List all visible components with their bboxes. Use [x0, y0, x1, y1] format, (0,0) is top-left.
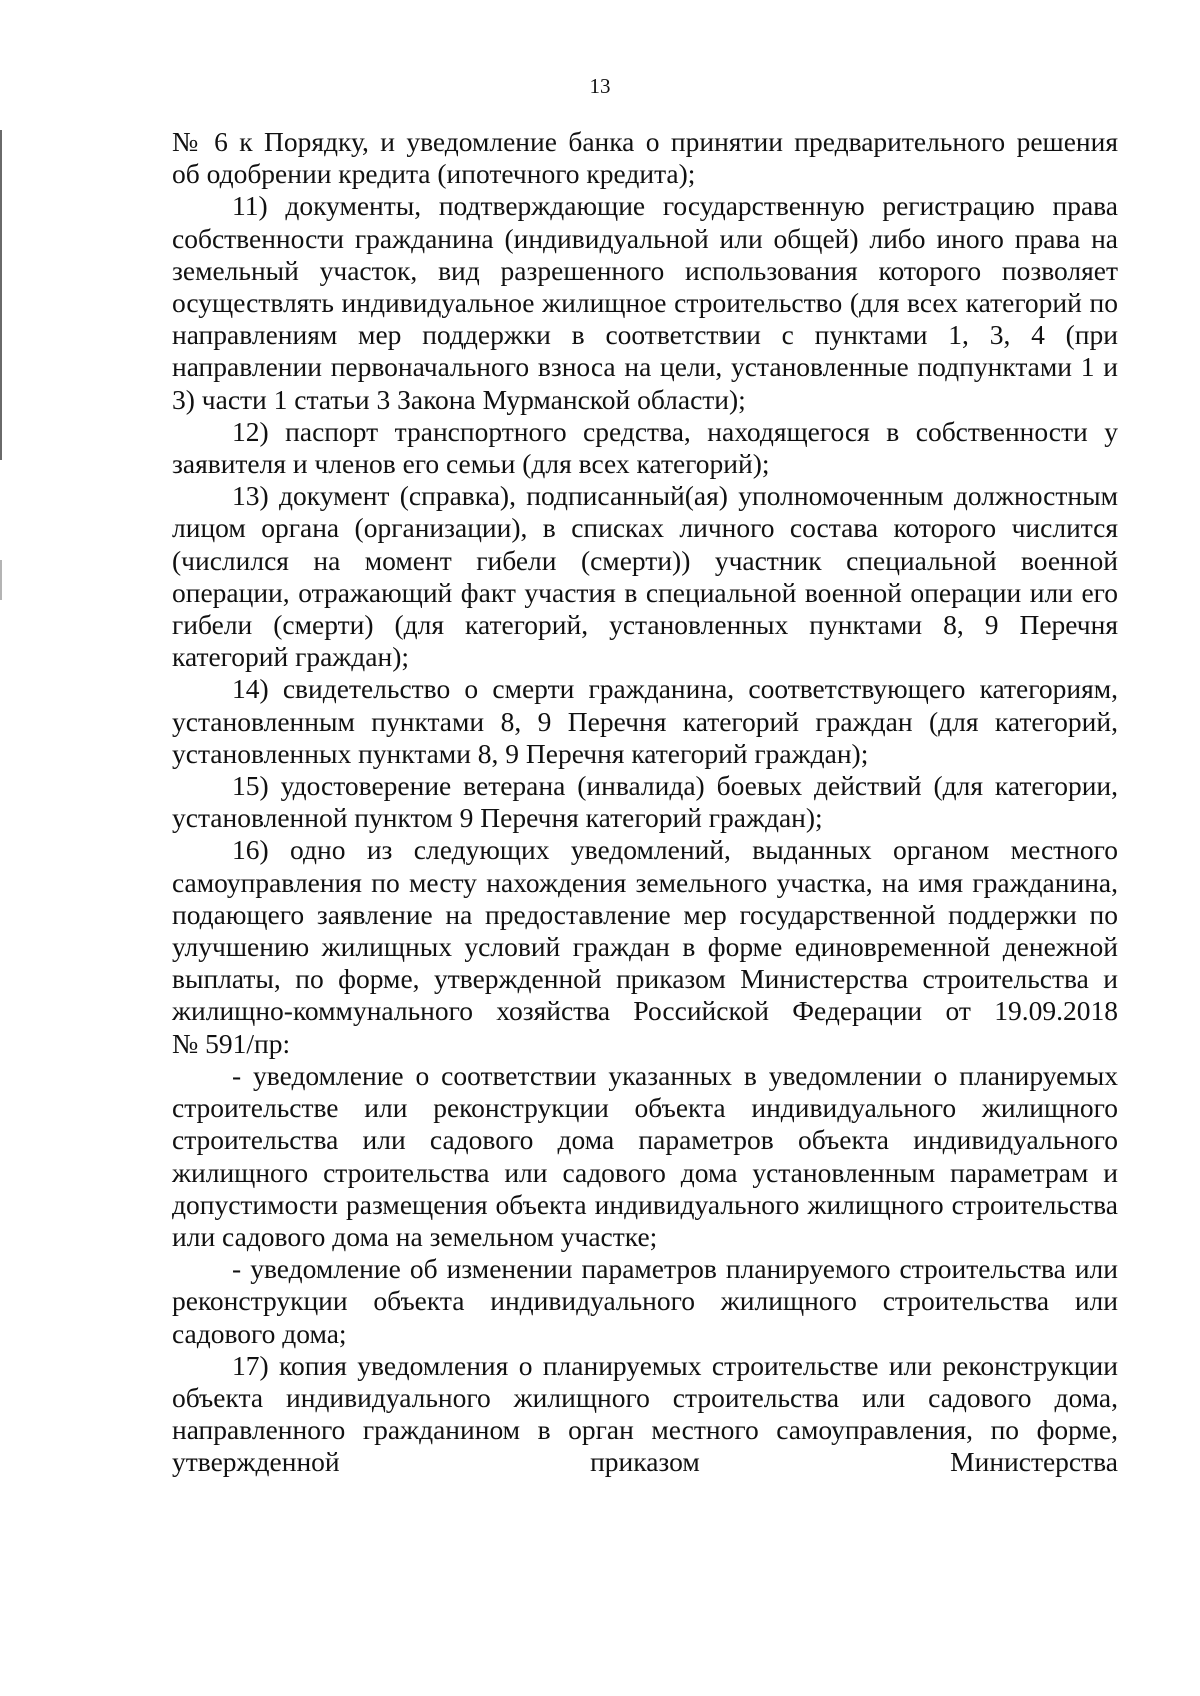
list-item-16: 16) одно из следующих уведомлений, выданных органом местного самоуправления по месту нахождения земельного участка, на имя гражданина, подающего заявление на предоставление мер государственной поддержки по улучшению жилищных условий граждан в форме единовременной денежной выплаты, по форме, утвержденной приказом Министерства строительства и жилищно-коммунального хозяйства Российской Федерации от 19.09.2018: [172, 834, 1118, 1027]
order-number: № 591/пр:: [172, 1027, 291, 1059]
list-item-11: 11) документы, подтверждающие государственную регистрацию права собственности гражданина (индивидуальной или общей) либо иного права на земельный участок, вид разрешенного использования которого позволяет осуществлять индивидуальное жилищное строительство (для всех категорий по направлениям мер поддержки в соответствии с пунктами 1, 3, 4 (при направлении первоначального взноса на цели, установленные подпунктами 1 и 3) части 1 статьи 3 Закона Мурманской области);: [172, 190, 1118, 415]
notice-option-1: - уведомление о соответствии указанных в уведомлении о планируемых строительстве или реконструкции объекта индивидуального жилищного строительства или садового дома параметров объекта индивидуального жилищного строительства или садового дома установленным параметрам и допустимости размещения объекта индивидуального жилищного строительства или садового дома на земельном участке;: [172, 1059, 1118, 1252]
page-number: 13: [589, 74, 611, 98]
list-item-15: 15) удостоверение ветерана (инвалида) боевых действий (для категории, установленной пунктом 9 Перечня категорий граждан);: [172, 770, 1118, 834]
document-body: [172, 126, 1118, 1479]
paragraph-line: № 6 к Порядку, и уведомление банка о принятии предварительного решения: [172, 126, 1118, 157]
list-item-14: 14) свидетельство о смерти гражданина, соответствующего категориям, установленным пунктами 8, 9 Перечня категорий граждан (для категорий, установленных пунктами 8, 9 Перечня категорий граждан);: [172, 673, 1118, 769]
list-item-13: 13) документ (справка), подписанный(ая) уполномоченным должностным лицом органа (организации), в списках личного состава которого числится (числился на момент гибели (смерти)) участник специальной военной операции, отражающий факт участия в специальной военной операции или его гибели (смерти) (для категорий, установленных пунктами 8, 9 Перечня категорий граждан);: [172, 480, 1118, 673]
paragraph-continuation: [172, 126, 1118, 190]
list-item-12: 12) паспорт транспортного средства, находящегося в собственности у заявителя и членов его семьи (для всех категорий);: [172, 415, 1118, 480]
paragraph-line: об одобрении кредита (ипотечного кредита);: [172, 158, 696, 190]
scan-edge-mark: [0, 560, 2, 600]
list-item-17: 17) копия уведомления о планируемых строительстве или реконструкции объекта индивидуального жилищного строительства или садового дома, направленного гражданином в орган местного самоуправления, по форме, утвержденной приказом Министерства: [172, 1349, 1118, 1478]
scan-edge-mark: [0, 130, 2, 460]
notice-option-2: - уведомление об изменении параметров планируемого строительства или реконструкции объекта индивидуального жилищного строительства или садового дома;: [172, 1253, 1118, 1349]
